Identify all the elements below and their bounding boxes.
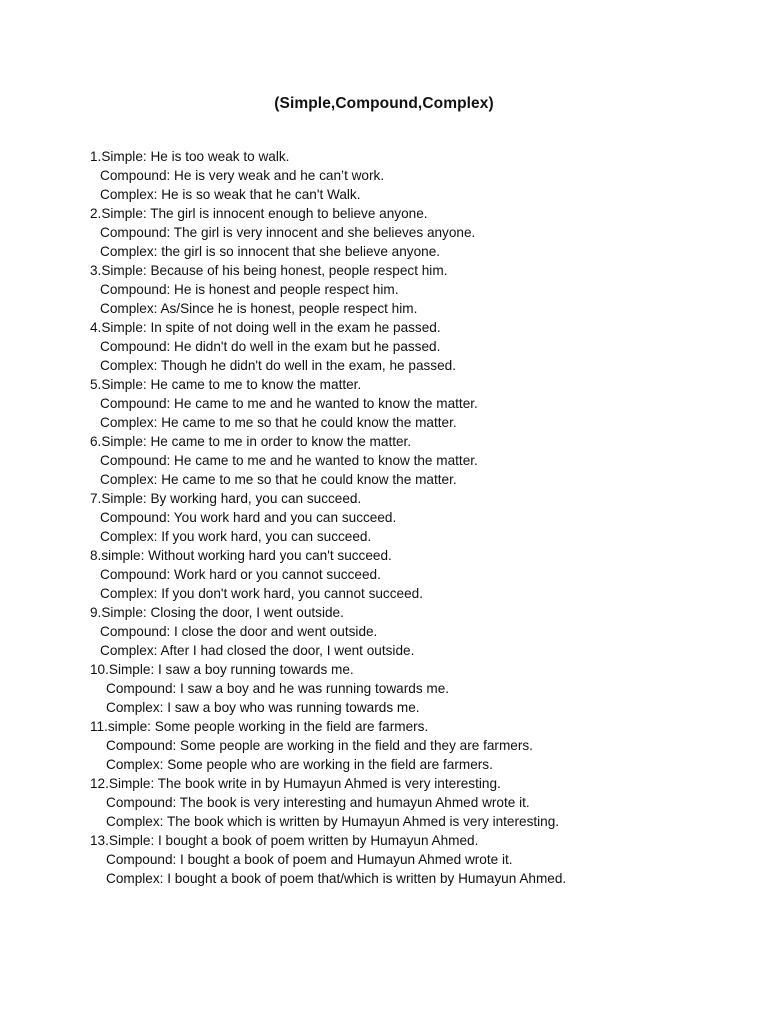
complex-sentence: Complex: I saw a boy who was running towards me. <box>106 700 420 715</box>
simple-sentence: 7.Simple: By working hard, you can succeed. <box>90 491 362 506</box>
page-title: (Simple,Compound,Complex) <box>274 95 494 112</box>
list-item <box>90 432 730 489</box>
list-item <box>90 660 730 717</box>
complex-sentence: Complex: Some people who are working in the field are farmers. <box>106 757 493 772</box>
list-item <box>90 147 730 204</box>
simple-sentence: 4.Simple: In spite of not doing well in the exam he passed. <box>90 320 441 335</box>
compound-sentence: Compound: The girl is very innocent and she believes anyone. <box>100 225 476 240</box>
compound-sentence: Compound: He is honest and people respect him. <box>100 282 399 297</box>
list-item <box>90 774 730 831</box>
compound-sentence: Compound: The book is very interesting and humayun Ahmed wrote it. <box>106 795 530 810</box>
compound-sentence: Compound: I bought a book of poem and Humayun Ahmed wrote it. <box>106 852 513 867</box>
list-item <box>90 375 730 432</box>
complex-sentence: Complex: He came to me so that he could know the matter. <box>100 415 457 430</box>
compound-sentence: Compound: Work hard or you cannot succeed. <box>100 567 381 582</box>
complex-sentence: Complex: If you work hard, you can succeed. <box>100 529 372 544</box>
list-item <box>90 489 730 546</box>
complex-sentence: Complex: If you don't work hard, you cannot succeed. <box>100 586 423 601</box>
list-item <box>90 603 730 660</box>
sentence-list <box>90 147 730 888</box>
simple-sentence: 5.Simple: He came to me to know the matter. <box>90 377 362 392</box>
compound-sentence: Compound: He came to me and he wanted to know the matter. <box>100 453 478 468</box>
simple-sentence: 9.Simple: Closing the door, I went outside. <box>90 605 344 620</box>
complex-sentence: Complex: After I had closed the door, I went outside. <box>100 643 415 658</box>
compound-sentence: Compound: He didn't do well in the exam but he passed. <box>100 339 441 354</box>
list-item <box>90 546 730 603</box>
complex-sentence: Complex: Though he didn't do well in the exam, he passed. <box>100 358 456 373</box>
complex-sentence: Complex: I bought a book of poem that/which is written by Humayun Ahmed. <box>106 871 567 886</box>
complex-sentence: Complex: the girl is so innocent that she believe anyone. <box>100 244 441 259</box>
simple-sentence: 10.Simple: I saw a boy running towards me. <box>90 662 354 677</box>
list-item <box>90 204 730 261</box>
compound-sentence: Compound: You work hard and you can succeed. <box>100 510 397 525</box>
simple-sentence: 13.Simple: I bought a book of poem written by Humayun Ahmed. <box>90 833 479 848</box>
list-item <box>90 261 730 318</box>
complex-sentence: Complex: The book which is written by Humayun Ahmed is very interesting. <box>106 814 560 829</box>
compound-sentence: Compound: I saw a boy and he was running towards me. <box>106 681 450 696</box>
compound-sentence: Compound: He came to me and he wanted to know the matter. <box>100 396 478 411</box>
simple-sentence: 2.Simple: The girl is innocent enough to believe anyone. <box>90 206 428 221</box>
compound-sentence: Compound: Some people are working in the field and they are farmers. <box>106 738 533 753</box>
simple-sentence: 3.Simple: Because of his being honest, people respect him. <box>90 263 448 278</box>
list-item <box>90 717 730 774</box>
simple-sentence: 8.simple: Without working hard you can't succeed. <box>90 548 392 563</box>
simple-sentence: 6.Simple: He came to me in order to know the matter. <box>90 434 412 449</box>
list-item <box>90 318 730 375</box>
simple-sentence: 12.Simple: The book write in by Humayun Ahmed is very interesting. <box>90 776 501 791</box>
list-item <box>90 831 730 888</box>
complex-sentence: Complex: As/Since he is honest, people respect him. <box>100 301 418 316</box>
compound-sentence: Compound: He is very weak and he can’t work. <box>100 168 385 183</box>
simple-sentence: 11.simple: Some people working in the field are farmers. <box>90 719 429 734</box>
complex-sentence: Complex: He came to me so that he could know the matter. <box>100 472 457 487</box>
complex-sentence: Complex: He is so weak that he can't Walk. <box>100 187 361 202</box>
compound-sentence: Compound: I close the door and went outside. <box>100 624 378 639</box>
simple-sentence: 1.Simple: He is too weak to walk. <box>90 149 290 164</box>
